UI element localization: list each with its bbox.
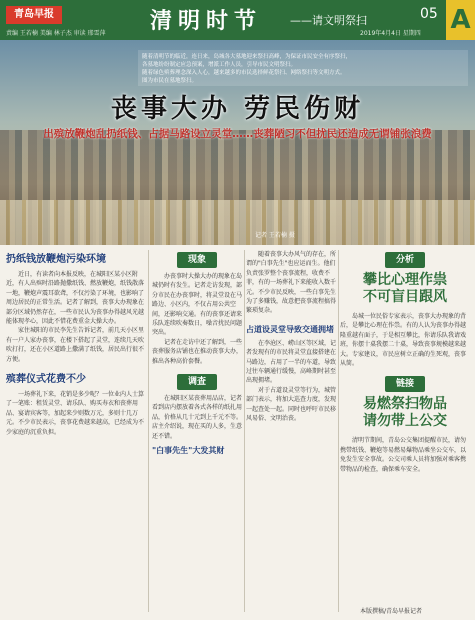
article-column-2 [152, 250, 242, 612]
column-heading: 易燃祭扫物品 请勿带上公交 [363, 396, 447, 430]
section-title: 清明时节 [150, 8, 263, 34]
article-column-4 [340, 250, 470, 612]
section-badge: 链接 [385, 376, 425, 392]
column-heading: 攀比心理作祟 不可盲目跟风 [363, 272, 447, 305]
column-heading: 殡葬仪式花费不少 [6, 374, 86, 386]
editor-credits: 责编 王若楠 美编 林子杰 审读 邢雪萍 [6, 30, 106, 37]
page-header [0, 0, 475, 40]
byline: 本版撰稿/青岛早报记者 [360, 608, 423, 615]
article-paragraph: 在城阳区某丧葬用品店，记者看到店内摆放着各式各样的纸扎用品，价格从几十元到上千元不等。店主介绍说，现在买的人多，生意还不错。 [152, 395, 242, 440]
column-heading: 占道设灵堂导致交通拥堵 [246, 324, 334, 334]
article-column-3 [246, 250, 336, 612]
article-paragraph: 清明节期间，青岛公交集团提醒市民，请勿携带纸钱、鞭炮等易燃易爆物品乘坐公交车，以免发生安全事故。公交司乘人员将加强对乘客携带物品的检查，确保乘车安全。 [340, 437, 467, 473]
column-heading: "白事先生"大发其财 [152, 446, 225, 456]
section-badge: 现象 [177, 252, 217, 268]
page-number: 05 [420, 6, 438, 22]
photo-note-line: 图为市民在墓地祭扫。 [142, 78, 198, 84]
photo-note-line: 随着清明节的临近，连日来，岛城各大墓地迎来祭扫高峰，为保证市民安全有序祭扫， [142, 54, 352, 60]
section-subtitle: ——请文明祭扫 [290, 14, 367, 27]
article-paragraph: 近日，有读者向本报反映，在城阳区某小区附近，有人出殡时沿路抛撒纸钱、燃放鞭炮，纸钱散落一地，鞭炮声震耳欲聋，不仅污染了环境，也影响了周边居民的正常生活。记者了解到，丧事大办现象在部分区域仍然存在，一些市民认为丧事办得越风光越能体现孝心，因此不惜花费重金大操大办。 [6, 271, 145, 326]
column-divider [244, 250, 245, 612]
issue-date: 2019年4月4日 星期四 [360, 30, 421, 37]
newspaper-logo: 青岛早报 [6, 6, 62, 24]
main-headline: 丧事大办 劳民伤财 [110, 94, 365, 124]
photo-note [138, 50, 468, 86]
article-paragraph: 在李沧区、崂山区等区域，记者发现有的市民将灵堂直接搭建在马路边，占用了一半的车道，导致过往车辆通行缓慢，高峰期时甚至出现拥堵。 [246, 339, 336, 385]
article-paragraph: 一场葬礼下来，花销是多少呢？一位业内人士算了一笔账：租赁灵堂、请乐队、购买寿衣和丧葬用品、宴请宾客等，加起来少则数万元，多则十几万元。不少市民表示，丧事花费越来越高，已经成为不少家庭的沉重负担。 [6, 391, 145, 436]
photo-note-line: 各墓地纷纷制定应急预案，增派工作人员，引导市民文明祭扫。 [142, 62, 297, 68]
article-paragraph: 对于占道设灵堂等行为，城管部门表示，将加大巡查力度，发现一起查处一起。同时也呼吁市民移风易俗、文明治丧。 [246, 386, 336, 423]
sub-headline: 出殡放鞭炮乱扔纸钱、占据马路设立灵堂……丧葬陋习不但扰民还造成无谓铺张浪费 [43, 128, 432, 140]
article-paragraph: 随着丧事大办风气的存在，所谓的"白事先生"也应运而生。他们负责张罗整个丧事流程，收费不菲，有的一场葬礼下来能收入数千元。不少市民反映，一些白事先生为了多赚钱，故意把丧事流程搞得繁琐复杂。 [246, 251, 336, 315]
flowers-image [0, 200, 475, 245]
section-letter: A [446, 0, 475, 40]
column-heading: 扔纸钱放鞭炮污染环境 [6, 254, 106, 265]
photo-note-line: 随着绿色殡葬理念深入人心，越来越多的市民选择鲜花祭扫、网络祭扫等文明方式。 [142, 70, 346, 76]
column-divider [148, 250, 149, 612]
article-paragraph: 岛城一位民俗专家表示，丧事大办现象的背后，是攀比心理在作祟。有的人认为丧事办得越隆重越有面子，于是相互攀比，你请乐队我请戏班，你摆十桌我摆二十桌，导致丧事规模越来越大。专家建议，市民应树立正确的生死观，丧事从简。 [340, 313, 467, 368]
article-paragraph: 办丧事时大操大办的现象在岛城仍时有发生。记者走访发现，部分市民在办丧事时，将灵堂设在马路边、小区内，不仅占用公共空间，还影响交通。有的丧事还请来乐队连续吹奏数日，噪音扰民问题突出。 [152, 273, 242, 337]
photo-caption: 记者 王若楠 摄 [255, 232, 295, 239]
article-paragraph: 记者在走访中还了解到，一些丧葬服务店铺也在推动丧事大办，推出各种高价套餐。 [152, 338, 242, 365]
section-badge: 分析 [385, 252, 425, 268]
article-column-1 [6, 250, 146, 612]
article-paragraph: 家住城阳的市民李先生告诉记者，前几天小区里有一户人家办丧事，在楼下搭起了灵堂，连续几天吹吹打打，还在小区道路上撒满了纸钱，居民出行很不方便。 [6, 327, 145, 363]
column-divider [338, 250, 339, 612]
section-badge: 调查 [177, 374, 217, 390]
